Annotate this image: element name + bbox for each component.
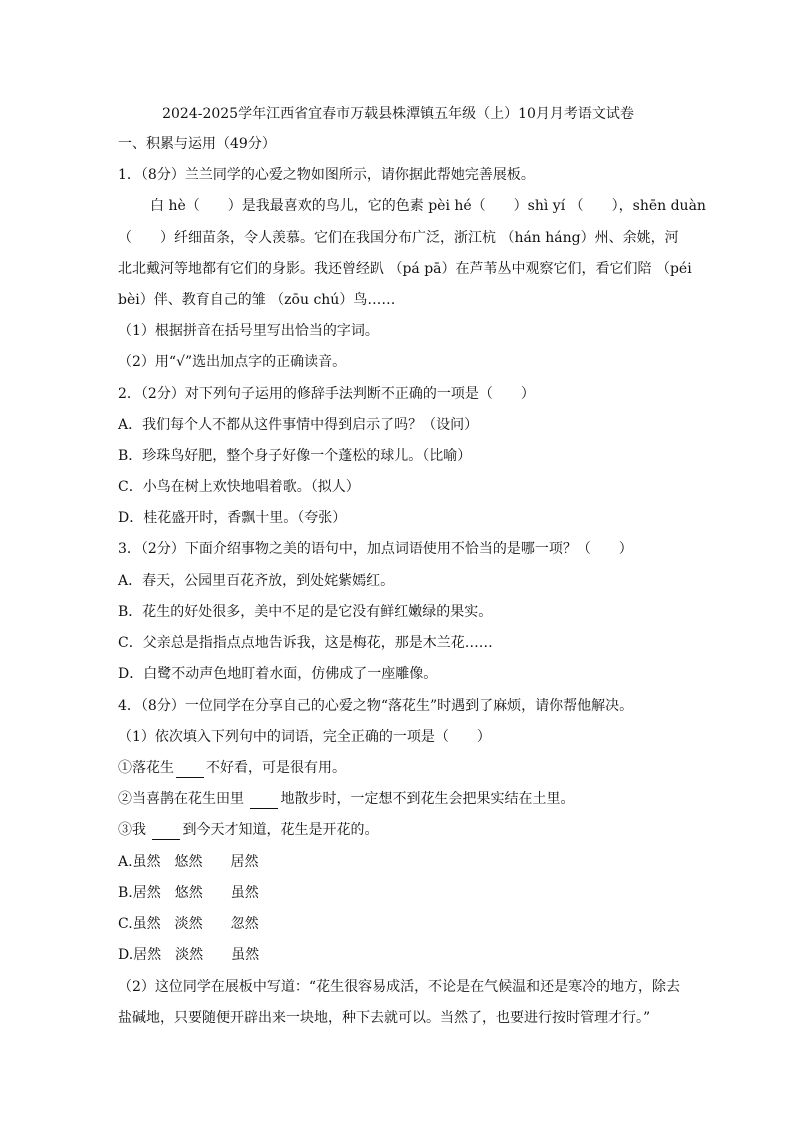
q4-option-a: A.虽然 悠然 居然 — [118, 854, 259, 870]
q4-sentence-1 — [118, 758, 678, 778]
q2-option-b: B．珍珠鸟好肥，整个身子好像一个蓬松的球儿。（比喻） — [118, 448, 472, 464]
q1-stem: 1．（8分）兰兰同学的心爱之物如图所示，请你据此帮她完善展板。 — [118, 167, 535, 183]
q2-stem: 2．（2分）对下列句子运用的修辞手法判断不正确的一项是（ ） — [118, 386, 535, 402]
q4-sentence-3 — [118, 820, 678, 840]
q1-paragraph-line-1: 白 hè（ ）是我最喜欢的鸟儿，它的色素 pèi hé（ ）shì yí （ ），shēn duàn — [150, 198, 706, 214]
q4-sentence-1-pre: ①落花生 — [118, 760, 174, 776]
q4-option-c: C.虽然 淡然 忽然 — [118, 916, 259, 932]
q4-sentence-2-post: 地散步时，一定想不到花生会把果实结在土里。 — [280, 791, 575, 807]
fill-blank-1 — [176, 763, 204, 778]
q4-sub-question-1: （1）依次填入下列句中的词语，完全正确的一项是（ ） — [118, 729, 491, 745]
q4-sentence-3-post: 到今天才知道，花生是开花的。 — [182, 822, 379, 838]
q2-option-a: A．我们每个人不都从这件事情中得到启示了吗？（设问） — [118, 417, 479, 433]
q4-sentence-3-pre: ③我 — [118, 822, 151, 838]
page-title: 2024-2025学年江西省宜春市万载县株潭镇五年级（上）10月月考语文试卷 — [162, 106, 634, 122]
q1-paragraph-line-2: （ ）纤细苗条，令人羡慕。它们在我国分布广泛，浙江杭 （hán háng）州、余姚，河 — [118, 230, 679, 246]
q2-option-c: C．小鸟在树上欢快地唱着歌。（拟人） — [118, 479, 360, 495]
q3-option-d: D．白鹭不动声色地盯着水面，仿佛成了一座雕像。 — [118, 666, 438, 682]
fill-blank-2 — [250, 794, 278, 809]
q1-sub-question-1: （1）根据拼音在括号里写出恰当的字词。 — [118, 323, 379, 339]
section-heading: 一、积累与运用（49分） — [118, 136, 276, 152]
q1-paragraph-line-4: bèi）伴、教育自己的雏 （zōu chú）鸟…… — [118, 292, 396, 308]
q4-stem: 4．（8分）一位同学在分享自己的心爱之物“落花生”时遇到了麻烦，请你帮他解决。 — [118, 698, 634, 714]
q4-option-d: D.居然 淡然 虽然 — [118, 947, 260, 963]
q4-sub-question-2-line-2: 盐碱地，只要随便开辟出来一块地，种下去就可以。当然了，也要进行按时管理才行。” — [118, 1010, 651, 1026]
q3-option-b: B．花生的好处很多，美中不足的是它没有鲜红嫩绿的果实。 — [118, 604, 493, 620]
q4-sub-question-2-line-1: （2）这位同学在展板中写道：“花生很容易成活，不论是在气候温和还是寒冷的地方，除去 — [118, 979, 681, 995]
fill-blank-3 — [152, 825, 180, 840]
q3-stem: 3．（2分）下面介绍事物之美的语句中，加点词语使用不恰当的是哪一项？（ ） — [118, 541, 633, 557]
q4-option-b: B.居然 悠然 虽然 — [118, 885, 259, 901]
q1-paragraph-line-3: 北北戴河等地都有它们的身影。我还曾经趴 （pá pā）在芦苇丛中观察它们，看它们陪 （péi — [118, 261, 692, 277]
q1-sub-question-2: （2）用“√”选出加点字的正确读音。 — [118, 354, 347, 370]
q4-sentence-1-post: 不好看，可是很有用。 — [206, 760, 346, 776]
q4-sentence-2 — [118, 789, 678, 809]
q3-option-a: A．春天，公园里百花齐放，到处姹紫嫣红。 — [118, 573, 395, 589]
q3-option-c: C．父亲总是指指点点地告诉我，这是梅花，那是木兰花…… — [118, 635, 493, 651]
q4-sentence-2-pre: ②当喜鹊在花生田里 — [118, 791, 249, 807]
q2-option-d: D．桂花盛开时，香飘十里。（夸张） — [118, 510, 347, 526]
